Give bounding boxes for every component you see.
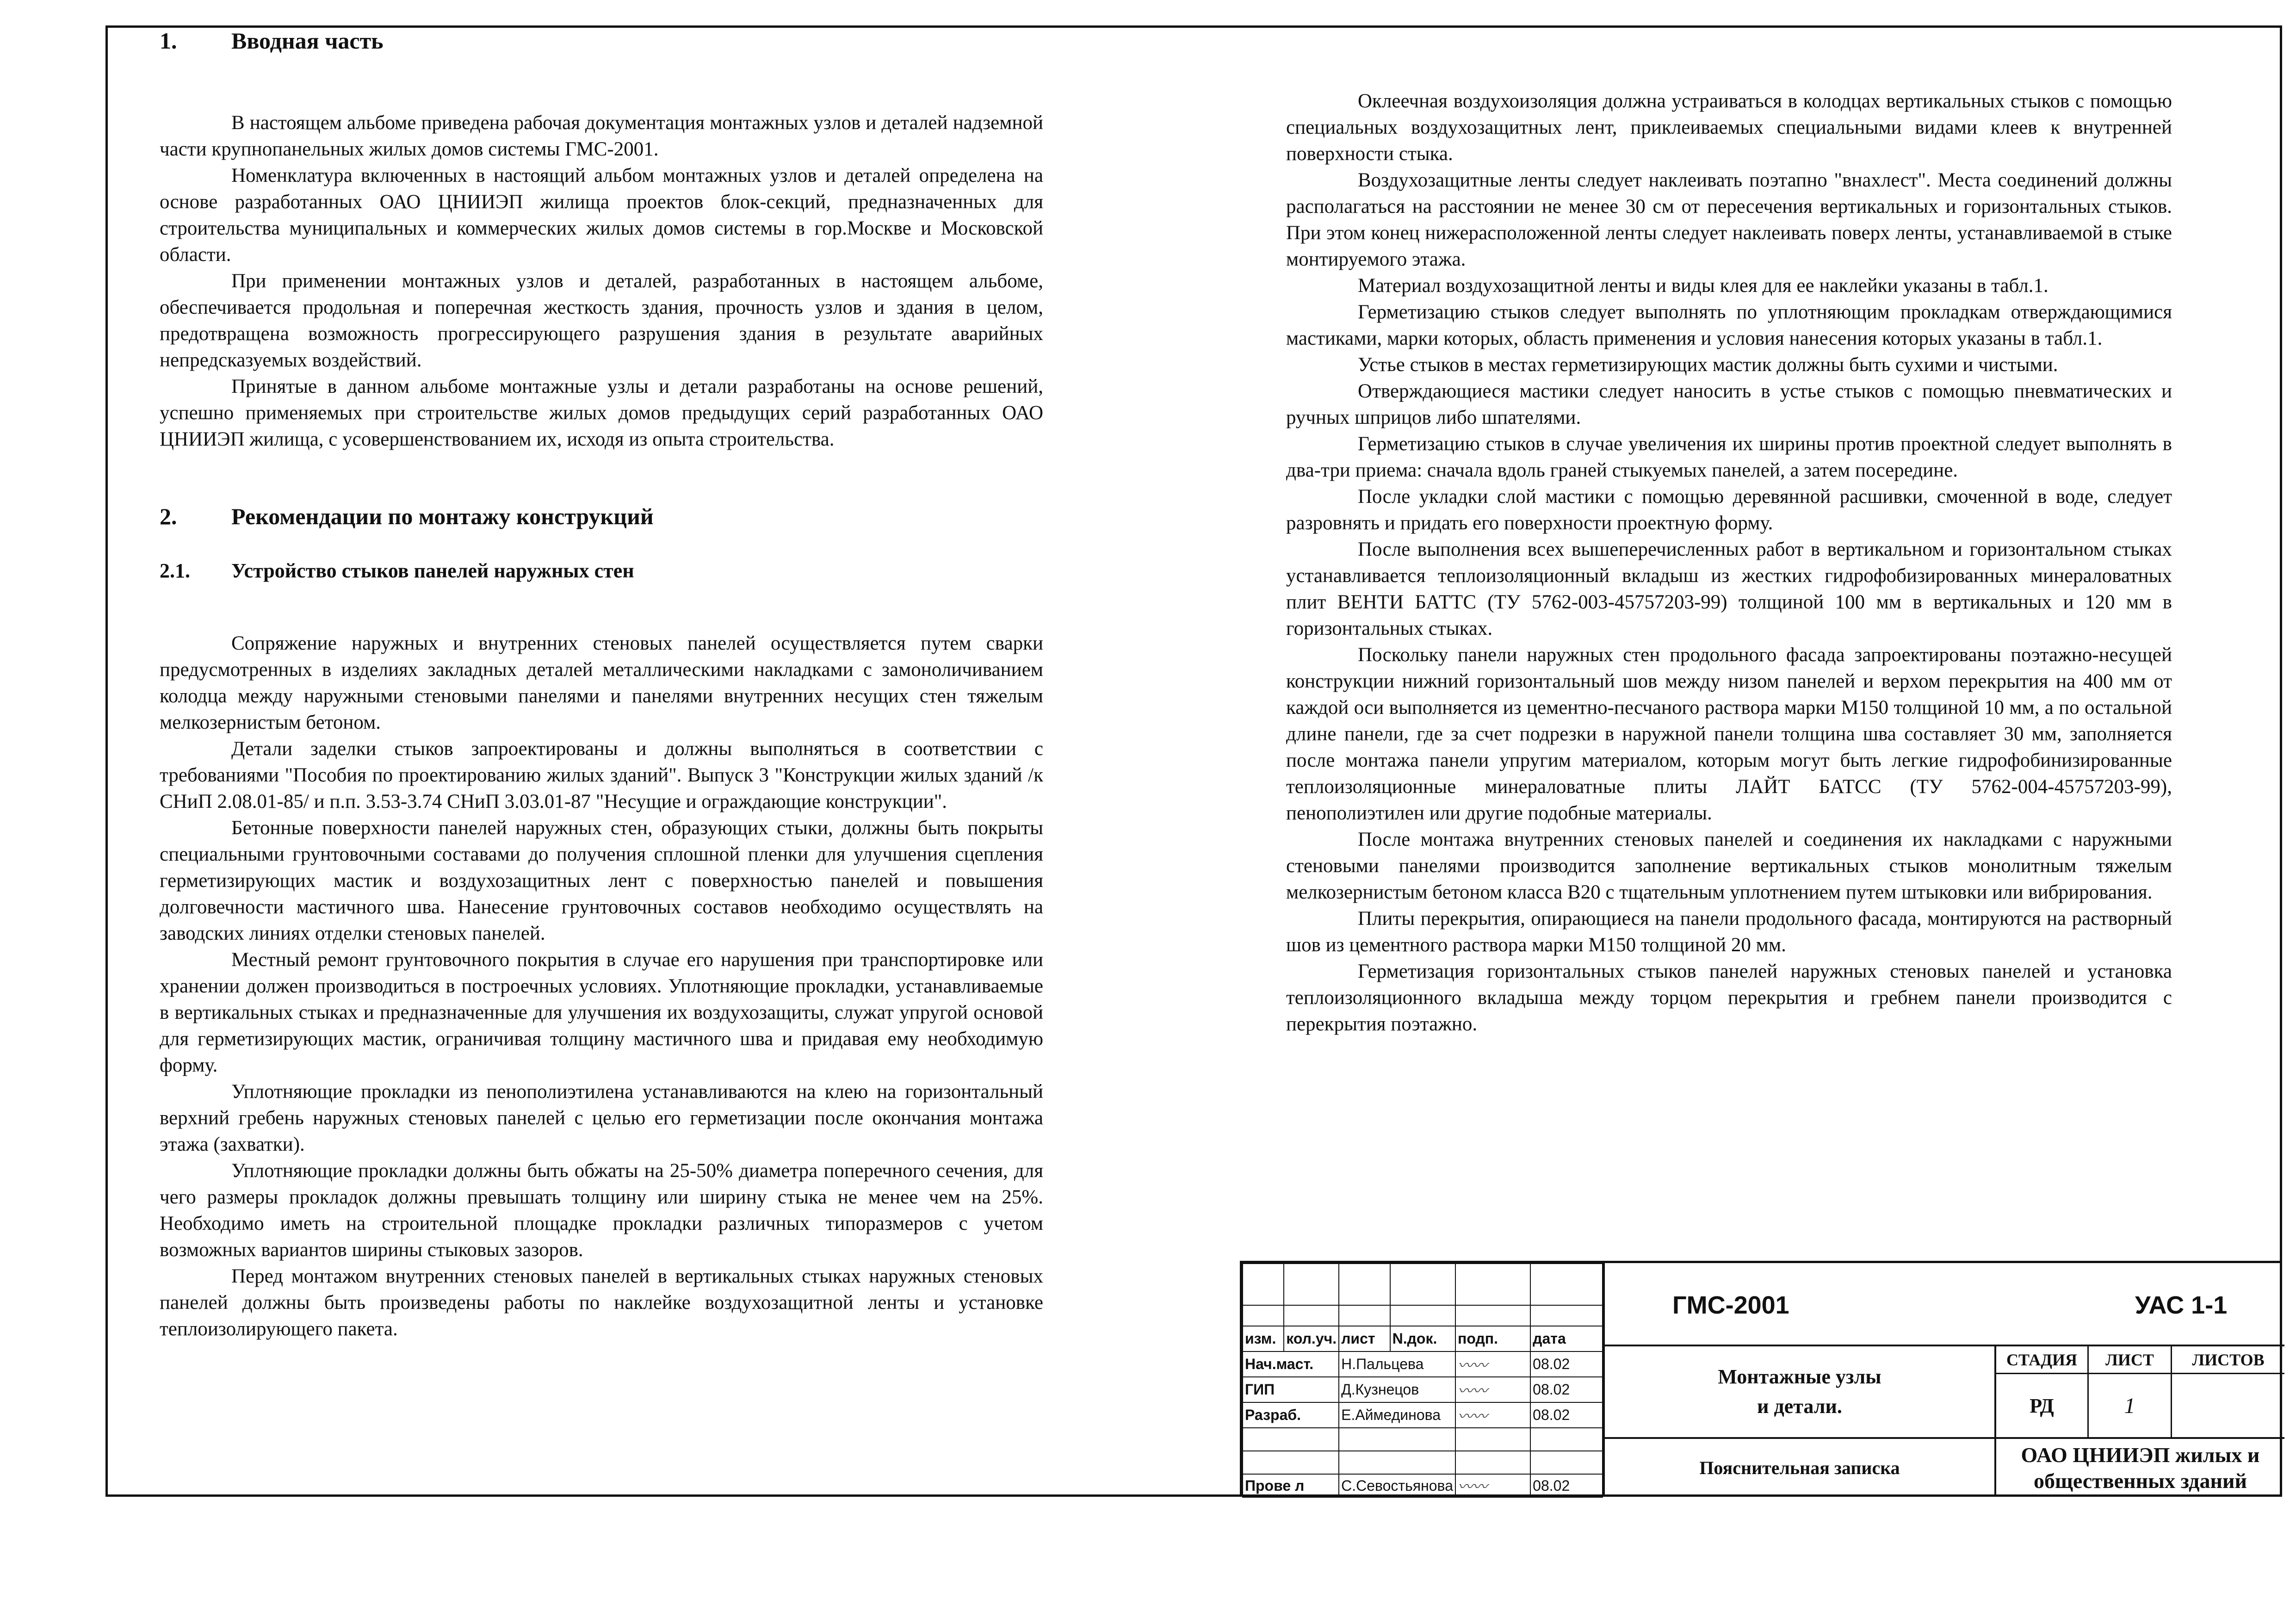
col-header: изм. (1243, 1326, 1284, 1351)
organization-name (1996, 1439, 2284, 1497)
paragraph: Уплотняющие прокладки должны быть обжаты на 25-50% диаметра поперечного сечения, для чего размеры прокладок должны превышать толщину или ширину стыка не менее чем на 25%. Необходимо иметь на строительной площадке прокладки различных типоразмеров с учетом возможных вариантов ширины стыковых зазоров. (160, 1160, 1043, 1261)
paragraph: Поскольку панели наружных стен продольного фасада запроектированы поэтажно-несущей конструкции нижний горизонтальный шов между низом панелей и верхом перекрытия на 400 мм от каждой оси выполняется из цементно-песчаного раствора марки М150 толщиной 10 мм, а по остальной длине панели, где за счет подрезки в наружной панели толщина шва составляет 30 мм, заполняется после монтажа панели упругим материалом, которым могут быть легкие гидрофобинизированные теплоизоляционные минераловатные плиты ЛАЙТ БАТСС (ТУ 5762-004-45757203-99), пенополиэтилен или другие подобные материалы. (1286, 644, 2172, 824)
section-2-heading (160, 503, 1043, 530)
col-header: подп. (1455, 1326, 1530, 1351)
paragraph: Герметизация горизонтальных стыков панелей наружных стеновых панелей и установка теплоизоляционного вкладыша между торцом перекрытия и гребнем панели производится с перекрытия поэтажно. (1286, 961, 2172, 1035)
left-column (160, 28, 1043, 1342)
subsection-number: 2.1. (160, 559, 190, 582)
section-1-heading (160, 28, 1043, 54)
explanatory-note-label: Пояснительная записка (1603, 1439, 1996, 1497)
document-title (1603, 1346, 1996, 1439)
signature-row (1243, 1377, 1603, 1402)
name-cell: Д.Кузнецов (1339, 1377, 1455, 1402)
subsection-heading (160, 558, 1043, 584)
revision-header-row (1243, 1326, 1603, 1351)
section-title: Рекомендации по монтажу конструкций (231, 503, 654, 529)
paragraph: После монтажа внутренних стеновых панелей и соединения их накладками с наружными стеновыми панелями производится заполнение вертикальных стыков монолитным тяжелым мелкозернистым бетоном класса В20 с тщательным уплотнением путем штыковки или вибрирования. (1286, 829, 2172, 903)
signature-cell: 〰〰 (1455, 1351, 1530, 1377)
title-block-main (1603, 1263, 2284, 1497)
paragraph: Плиты перекрытия, опирающиеся на панели продольного фасада, монтируются на растворный шов из цементного раствора марки М150 толщиной 20 мм. (1286, 908, 2172, 956)
paragraph: Перед монтажом внутренних стеновых панелей в вертикальных стыках наружных стеновых панелей должны быть произведены работы по наклейке воздухозащитной ленты и установке теплоизолирующего пакета. (160, 1265, 1043, 1340)
sheets-label: ЛИСТОВ (2172, 1346, 2284, 1374)
sheet-value: 1 (2089, 1374, 2172, 1439)
signature-cell: 〰〰 (1455, 1474, 1530, 1497)
section-title: Вводная часть (231, 28, 384, 54)
paragraph: Детали заделки стыков запроектированы и должны выполняться в соответствии с требованиями "Пособия по проектированию жилых зданий". Выпуск 3 "Конструкции жилых зданий /к СНиП 2.08.01-85/ и п.п. 3.53-3.74 СНиП 3.03.01-87 "Несущие и ограждающие конструкции". (160, 738, 1043, 812)
paragraph: Сопряжение наружных и внутренних стеновых панелей осуществляется путем сварки предусмотренных в изделиях закладных деталей металлическими накладками с замоноличиванием колодца между наружными стеновыми панелями и панелями внутренних несущих стен тяжелым мелкозернистым бетоном. (160, 632, 1043, 733)
col-header: N.док. (1390, 1326, 1455, 1351)
paragraph: Принятые в данном альбоме монтажные узлы и детали разработаны на основе решений, успешно применяемых при строительстве жилых домов предыдущих серий разработанных ОАО ЦНИИЭП жилища, с усовершенствованием их, исходя из опыта строительства. (160, 376, 1043, 450)
role-cell: Разраб. (1243, 1402, 1339, 1428)
col-header: кол.уч. (1284, 1326, 1339, 1351)
project-name: ГМС-2001 (1672, 1291, 1789, 1319)
paragraph: Оклеечная воздухоизоляция должна устраиваться в колодцах вертикальных стыков с помощью специальных воздухозащитных лент, приклеиваемых специальными видами клеев к внутренней поверхности стыка. (1286, 90, 2172, 165)
col-header: дата (1530, 1326, 1603, 1351)
stage-label: СТАДИЯ (1996, 1346, 2089, 1374)
organization-line-1: ОАО ЦНИИЭП жилых и (2021, 1443, 2260, 1467)
date-cell: 08.02 (1530, 1474, 1603, 1497)
title-block (1240, 1261, 2282, 1497)
section-number: 2. (160, 503, 177, 529)
drawing-code: УАС 1-1 (2135, 1291, 2228, 1319)
stage-value: РД (1996, 1374, 2089, 1439)
name-cell: Е.Аймединова (1339, 1402, 1455, 1428)
paragraph: Устье стыков в местах герметизирующих мастик должны быть сухими и чистыми. (1358, 354, 2058, 376)
name-cell: Н.Пальцева (1339, 1351, 1455, 1377)
paragraph: Воздухозащитные ленты следует наклеивать поэтапно "внахлест". Места соединений должны располагаться на расстоянии не менее 30 см от пересечения вертикальных и горизонтальных стыков. При этом конец нижерасположенной ленты следует наклеивать поверх ленты, устанавливаемой в стыке монтируемого этажа. (1286, 169, 2172, 270)
role-cell: ГИП (1243, 1377, 1339, 1402)
paragraph: В настоящем альбоме приведена рабочая документация монтажных узлов и деталей надземной части крупнопанельных жилых домов системы ГМС-2001. (160, 112, 1043, 160)
paragraph: Материал воздухозащитной ленты и виды клея для ее наклейки указаны в табл.1. (1358, 275, 2048, 297)
signature-row (1243, 1402, 1603, 1428)
sheet-label: ЛИСТ (2089, 1346, 2172, 1374)
date-cell: 08.02 (1530, 1351, 1603, 1377)
signature-row (1243, 1351, 1603, 1377)
signature-cell: 〰〰 (1455, 1377, 1530, 1402)
role-cell: Нач.маст. (1243, 1351, 1339, 1377)
signature-cell: 〰〰 (1455, 1402, 1530, 1428)
section-number: 1. (160, 28, 177, 54)
subsection-title: Устройство стыков панелей наружных стен (231, 559, 634, 582)
document-title-line-1: Монтажные узлы (1718, 1365, 1881, 1388)
col-header: лист (1339, 1326, 1390, 1351)
paragraph: Герметизацию стыков следует выполнять по уплотняющим прокладкам отверждающимися мастиками, марки которых, область применения и условия нанесения которых указаны в табл.1. (1286, 301, 2172, 349)
organization-line-2: общественных зданий (2034, 1469, 2247, 1493)
paragraph: Отверждающиеся мастики следует наносить в устье стыков с помощью пневматических и ручных шприцов либо шпателями. (1286, 380, 2172, 428)
paragraph: При применении монтажных узлов и деталей, разработанных в настоящем альбоме, обеспечивается продольная и поперечная жесткость здания, прочность узлов и здания в целом, предотвращена возможность прогрессирующего разрушения здания в результате аварийных непредсказуемых воздействий. (160, 270, 1043, 371)
paragraph: После укладки слой мастики с помощью деревянной расшивки, смоченной в воде, следует разровнять и придать его поверхности проектную форму. (1286, 486, 2172, 534)
date-cell: 08.02 (1530, 1402, 1603, 1428)
signature-row (1243, 1474, 1603, 1497)
role-cell: Прове л (1243, 1474, 1339, 1497)
paragraph: Местный ремонт грунтовочного покрытия в случае его нарушения при транспортировке или хранении должен производиться в построечных условиях. Уплотняющие прокладки, устанавливаемые в вертикальных стыках и предназначенные для улучшения их воздухозащиты, служат упругой основой для герметизирующих мастик, ограничивая толщину мастичного шва и придавая ему необходимую форму. (160, 949, 1043, 1076)
date-cell: 08.02 (1530, 1377, 1603, 1402)
sheets-value (2172, 1374, 2284, 1439)
revision-table (1242, 1263, 1603, 1498)
paragraph: Номенклатура включенных в настоящий альбом монтажных узлов и деталей определена на основе разработанных ОАО ЦНИИЭП жилища проектов блок-секций, предназначенных для строительства муниципальных и коммерческих жилых домов системы в гор.Москве и Московской области. (160, 165, 1043, 266)
paragraph: Уплотняющие прокладки из пенополиэтилена устанавливаются на клею на горизонтальный верхний гребень наружных стеновых панелей с целью его герметизации после окончания монтажа этажа (захватки). (160, 1081, 1043, 1155)
paragraph: Герметизацию стыков в случае увеличения их ширины против проектной следует выполнять в два-три приема: сначала вдоль граней стыкуемых панелей, а затем посередине. (1286, 433, 2172, 481)
document-title-line-2: и детали. (1757, 1395, 1842, 1418)
paragraph: Бетонные поверхности панелей наружных стен, образующих стыки, должны быть покрыты специальными грунтовочными составами до получения сплошной пленки для улучшения сцепления герметизирующих мастик и воздухозащитных лент с поверхностью панелей и повышения долговечности мастичного шва. Нанесение грунтовочных составов необходимо осуществлять на заводских линиях отделки стеновых панелей. (160, 817, 1043, 944)
paragraph: После выполнения всех вышеперечисленных работ в вертикальном и горизонтальном стыках устанавливается теплоизоляционный вкладыш из жестких гидрофобизированных минераловатных плит ВЕНТИ БАТТС (ТУ 5762-003-45757203-99) толщиной 100 мм в вертикальных и 120 мм в горизонтальных стыках. (1286, 539, 2172, 639)
name-cell: С.Севостьянова (1339, 1474, 1455, 1497)
right-column (1286, 88, 2172, 1037)
